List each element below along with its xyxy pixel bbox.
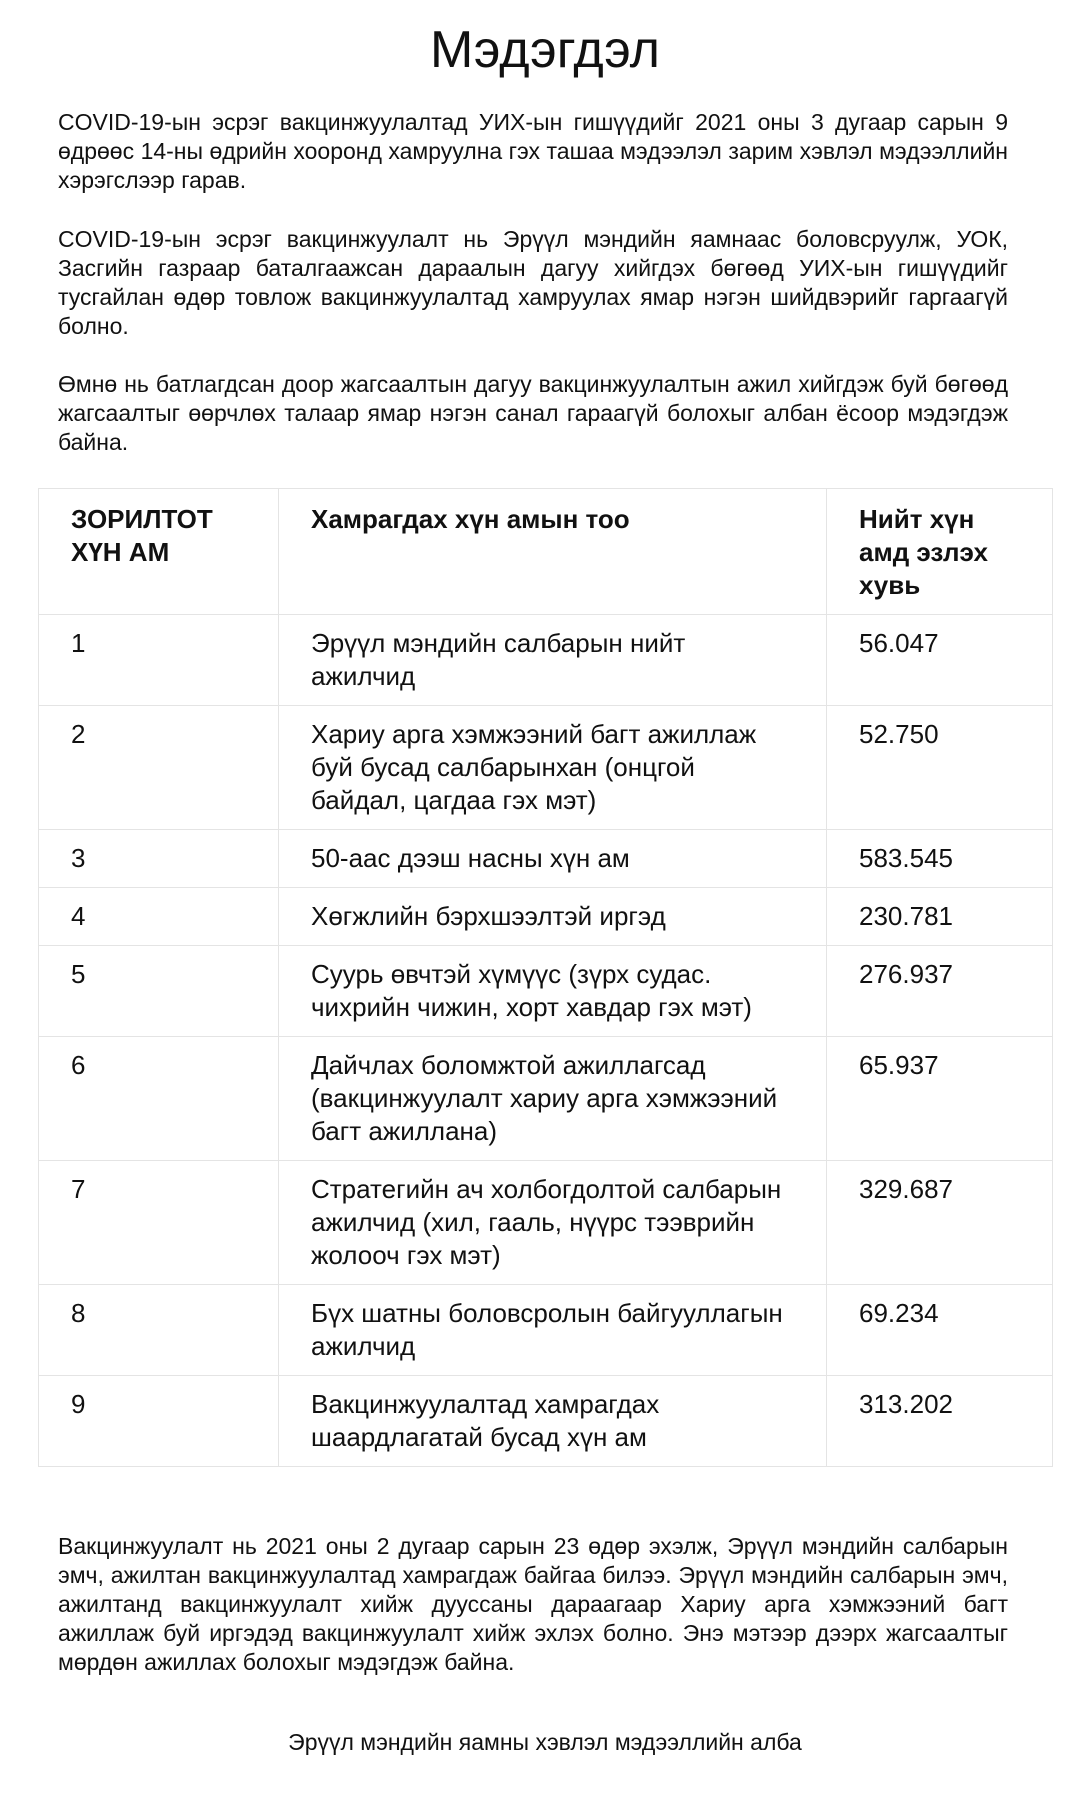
- table-header-row: [39, 489, 1053, 615]
- row-group: Стратегийн ач холбогдолтой салбарын ажилчид (хил, гааль, нүүрс тээврийн жолооч гэх мэт): [279, 1161, 827, 1285]
- table-row: [39, 1285, 1053, 1376]
- row-group: 50-аас дээш насны хүн ам: [279, 830, 827, 888]
- row-group: Бүх шатны боловсролын байгууллагын ажилчид: [279, 1285, 827, 1376]
- table-row: [39, 1376, 1053, 1467]
- row-group: Хариу арга хэмжээний багт ажиллаж буй бусад салбарынхан (онцгой байдал, цагдаа гэх мэт): [279, 706, 827, 830]
- row-value: 230.781: [827, 888, 1053, 946]
- row-value: 69.234: [827, 1285, 1053, 1376]
- row-group: Вакцинжуулалтад хамрагдах шаардлагатай бусад хүн ам: [279, 1376, 827, 1467]
- row-value: 313.202: [827, 1376, 1053, 1467]
- table-row: [39, 888, 1053, 946]
- row-group: Хөгжлийн бэрхшээлтэй иргэд: [279, 888, 827, 946]
- paragraph-vaccination-start: Вакцинжуулалт нь 2021 оны 2 дугаар сарын 23 өдөр эхэлж, Эрүүл мэндийн салбарын эмч, ажилтан вакцинжуулалтад хамрагдаж байгаа билээ. Эрүүл мэндийн салбарын эмч, ажилтанд вакцинжуулалт хийж дууссаны дараагаар Хариу арга хэмжээний багт ажиллаж буй иргэдэд вакцинжуулалт хийж эхлэх болно. Энэ мэтээр дээрх жагсаалтыг мөрдөн ажиллах болохыг мэдэгдэж байна.: [58, 1533, 1008, 1675]
- row-value: 583.545: [827, 830, 1053, 888]
- row-number: 7: [39, 1161, 279, 1285]
- row-number: 3: [39, 830, 279, 888]
- paragraph-intro: COVID-19-ын эсрэг вакцинжуулалтад УИХ-ын гишүүдийг 2021 оны 3 дугаар сарын 9 өдрөөс 14-ны өдрийн хооронд хамруулна гэх ташаа мэдээлэл зарим хэвлэл мэдээллийн хэрэгслээр гарав.: [58, 109, 1008, 193]
- table-row: [39, 615, 1053, 706]
- table-row: [39, 830, 1053, 888]
- row-value: 65.937: [827, 1037, 1053, 1161]
- row-number: 4: [39, 888, 279, 946]
- header-target-population: ЗОРИЛТОТ ХҮН АМ: [39, 489, 279, 615]
- row-group: Дайчлах боломжтой ажиллагсад (вакцинжуулалт хариу арга хэмжээний багт ажиллана): [279, 1037, 827, 1161]
- row-number: 5: [39, 946, 279, 1037]
- row-number: 6: [39, 1037, 279, 1161]
- header-covered-count: Хамрагдах хүн амын тоо: [279, 489, 827, 615]
- row-group: Эрүүл мэндийн салбарын нийт ажилчид: [279, 615, 827, 706]
- row-value: 329.687: [827, 1161, 1053, 1285]
- table-row: [39, 706, 1053, 830]
- target-population-table: [38, 488, 1053, 1467]
- row-value: 276.937: [827, 946, 1053, 1037]
- row-number: 8: [39, 1285, 279, 1376]
- footer-signature: Эрүүл мэндийн яамны хэвлэл мэдээллийн алба: [288, 1729, 802, 1755]
- table-row: [39, 1037, 1053, 1161]
- row-number: 1: [39, 615, 279, 706]
- row-value: 56.047: [827, 615, 1053, 706]
- row-group: Суурь өвчтэй хүмүүс (зүрх судас. чихрийн чижин, хорт хавдар гэх мэт): [279, 946, 827, 1037]
- table-row: [39, 946, 1053, 1037]
- paragraph-vaccination-process: COVID-19-ын эсрэг вакцинжуулалт нь Эрүүл мэндийн яамнаас боловсруулж, УОК, Засгийн газраар баталгаажсан дараалын дагуу хийгдэх бөгөөд УИХ-ын гишүүдийг тусгайлан өдөр товлож вакцинжуулалтад хамруулах ямар нэгэн шийдвэрийг гаргаагүй болно.: [58, 226, 1008, 339]
- page-title: Мэдэгдэл: [429, 21, 661, 79]
- paragraph-list-notice: Өмнө нь батлагдсан доор жагсаалтын дагуу вакцинжуулалтын ажил хийгдэж буй бөгөөд жагсаалтыг өөрчлөх талаар ямар нэгэн санал гараагүй болохыг албан ёсоор мэдэгдэж байна.: [58, 371, 1008, 455]
- row-number: 9: [39, 1376, 279, 1467]
- row-number: 2: [39, 706, 279, 830]
- row-value: 52.750: [827, 706, 1053, 830]
- table-row: [39, 1161, 1053, 1285]
- header-percent-of-population: Нийт хүн амд эзлэх хувь: [827, 489, 1053, 615]
